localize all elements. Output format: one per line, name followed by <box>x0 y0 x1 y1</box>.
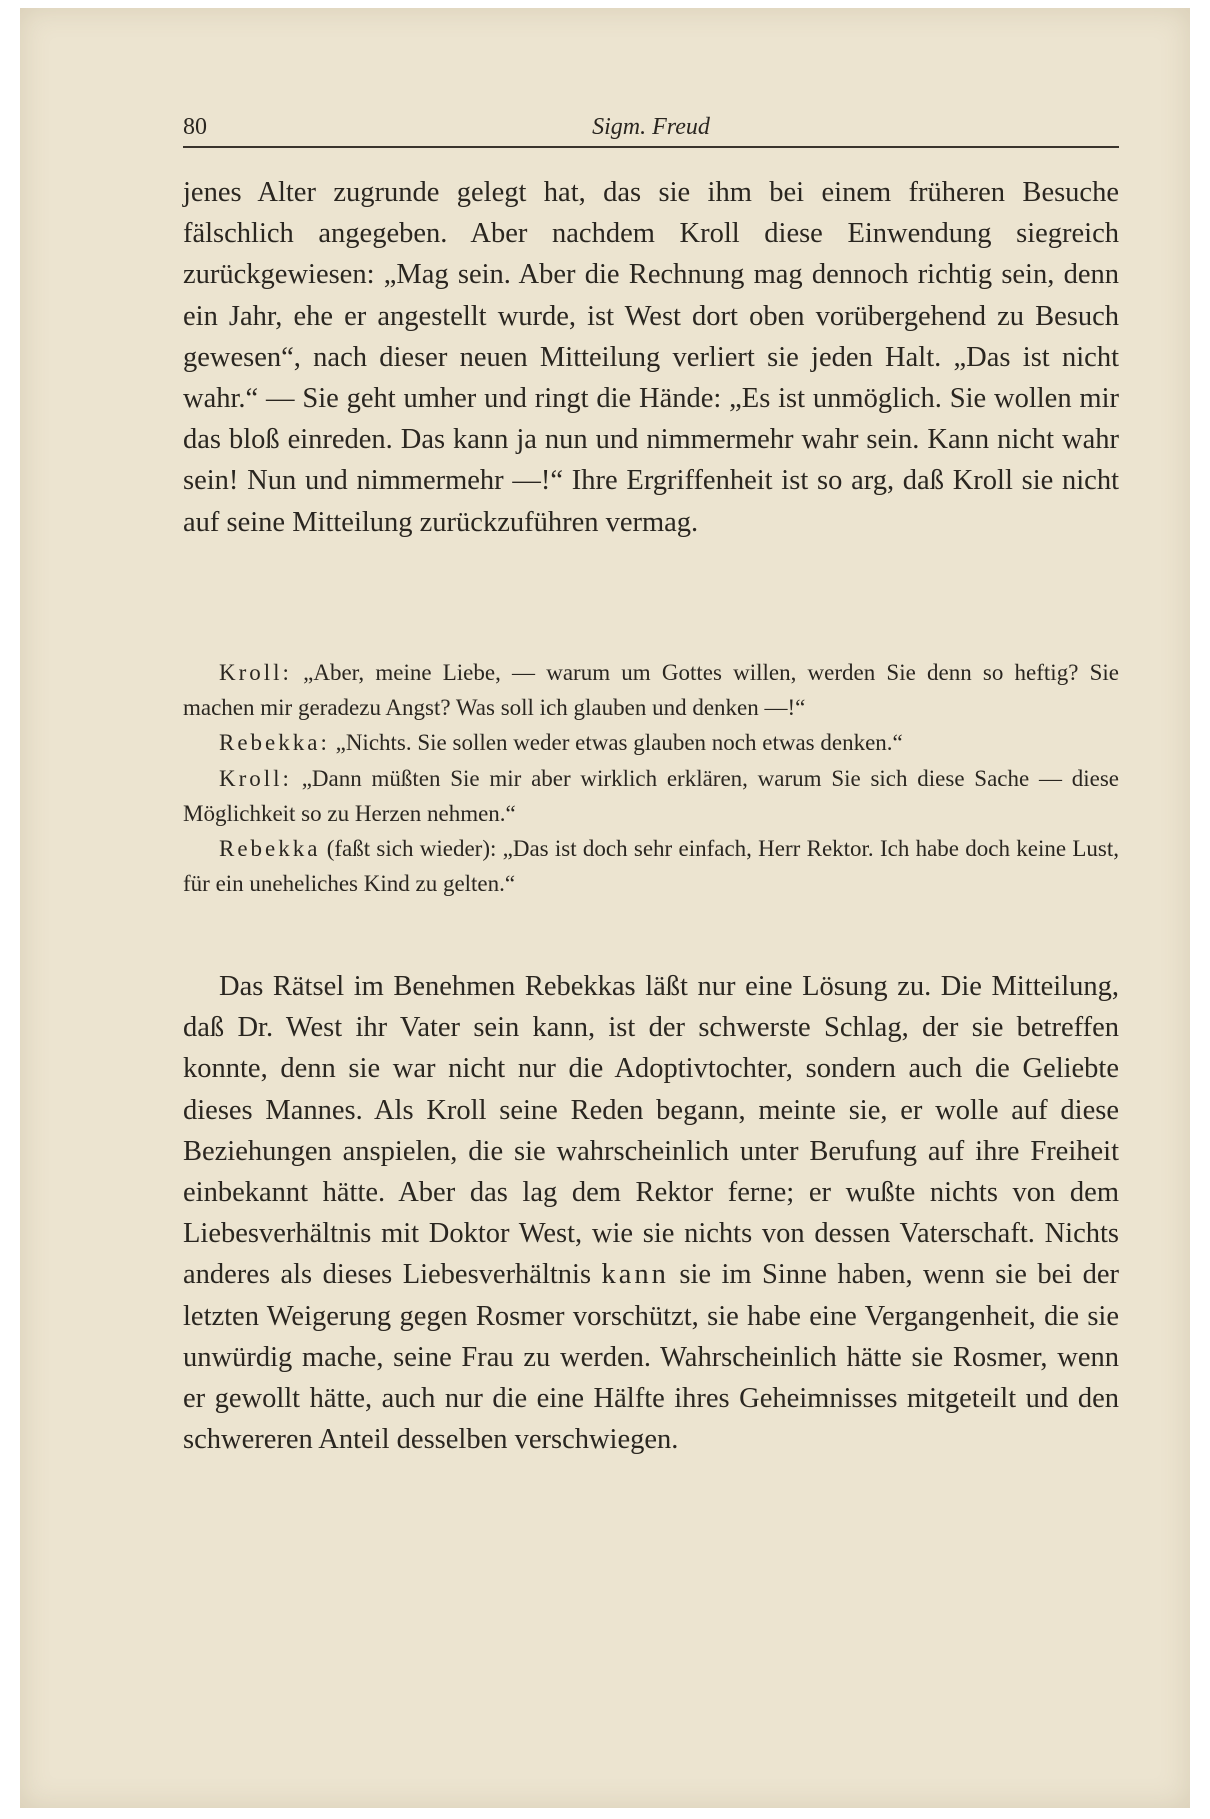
dialogue-line <box>183 725 1119 760</box>
speaker-name: Kroll: <box>219 765 292 791</box>
emphasized-word: kann <box>601 1259 669 1291</box>
running-title: Sigm. Freud <box>592 114 710 140</box>
dialogue-line <box>183 655 1119 725</box>
paragraph-2-text-before: Das Rätsel im Benehmen Rebekkas läßt nur eine Lösung zu. Die Mitteilung, daß Dr. West ihr Vater sein kann, ist der schwerste Schlag, der sie betreffen konnte, denn sie war nicht nur die Adoptivtochter, sondern auch die Geliebte dieses Mannes. Als Kroll seine Reden begann, meinte sie, er wolle auf diese Beziehungen anspielen, die sie wahrscheinlich unter Berufung auf ihre Freiheit einbekannt hätte. Aber das lag dem Rektor ferne; er wußte nichts von dem Liebesverhältnis mit Doktor West, wie sie nichts von dessen Vaterschaft. Nichts anderes als dieses Liebesverhältnis <box>183 971 1119 1291</box>
paragraph-2 <box>183 966 1119 1460</box>
speaker-name: Rebekka: <box>219 730 330 756</box>
dialogue-text: „Nichts. Sie sollen weder etwas glauben noch etwas denken.“ <box>329 730 903 756</box>
dialogue-block <box>183 655 1119 901</box>
paragraph-1: jenes Alter zugrunde gelegt hat, das sie ihm bei einem früheren Besuche fälschlich angegeben. Aber nachdem Kroll diese Einwendung siegreich zurückgewiesen: „Mag sein. Aber die Rechnung mag dennoch richtig sein, denn ein Jahr, ehe er angestellt wurde, ist West dort oben vorübergehend zu Besuch gewesen“, nach dieser neuen Mitteilung verliert sie jeden Halt. „Das ist nicht wahr.“ — Sie geht umher und ringt die Hände: „Es ist unmöglich. Sie wollen mir das bloß einreden. Das kann ja nun und nimmermehr wahr sein. Kann nicht wahr sein! Nun und nimmermehr —!“ Ihre Ergriffenheit ist so arg, daß Kroll sie nicht auf seine Mitteilung zurückzuführen vermag. <box>183 177 1119 538</box>
dialogue-text: „Dann müßten Sie mir aber wirklich erklären, warum Sie sich diese Sache — diese Möglichkeit so zu Herzen nehmen.“ <box>183 765 1119 826</box>
paragraph-2-text-after: sie im Sinne haben, wenn sie bei der letzten Weigerung gegen Rosmer vorschützt, sie habe eine Vergangenheit, die sie unwürdig mache, seine Frau zu werden. Wahrscheinlich hätte sie Rosmer, wenn er gewollt hätte, auch nur die eine Hälfte ihres Geheimnisses mitgeteilt und den schwereren Anteil desselben verschwiegen. <box>183 1259 1119 1456</box>
dialogue-line <box>183 831 1119 901</box>
page-number: 80 <box>183 114 207 140</box>
speaker-name: Rebekka <box>219 836 321 862</box>
dialogue-text: „Aber, meine Liebe, — warum um Gottes willen, werden Sie denn so heftig? Sie machen mir geradezu Angst? Was soll ich glauben und denken —!“ <box>183 660 1119 721</box>
speaker-name: Kroll: <box>219 660 292 685</box>
dialogue-text: (faßt sich wieder): „Das ist doch sehr einfach, Herr Rektor. Ich habe doch keine Lust, für ein uneheliches Kind zu gelten.“ <box>183 836 1119 897</box>
page-header <box>183 110 1119 148</box>
dialogue-line <box>183 761 1119 831</box>
